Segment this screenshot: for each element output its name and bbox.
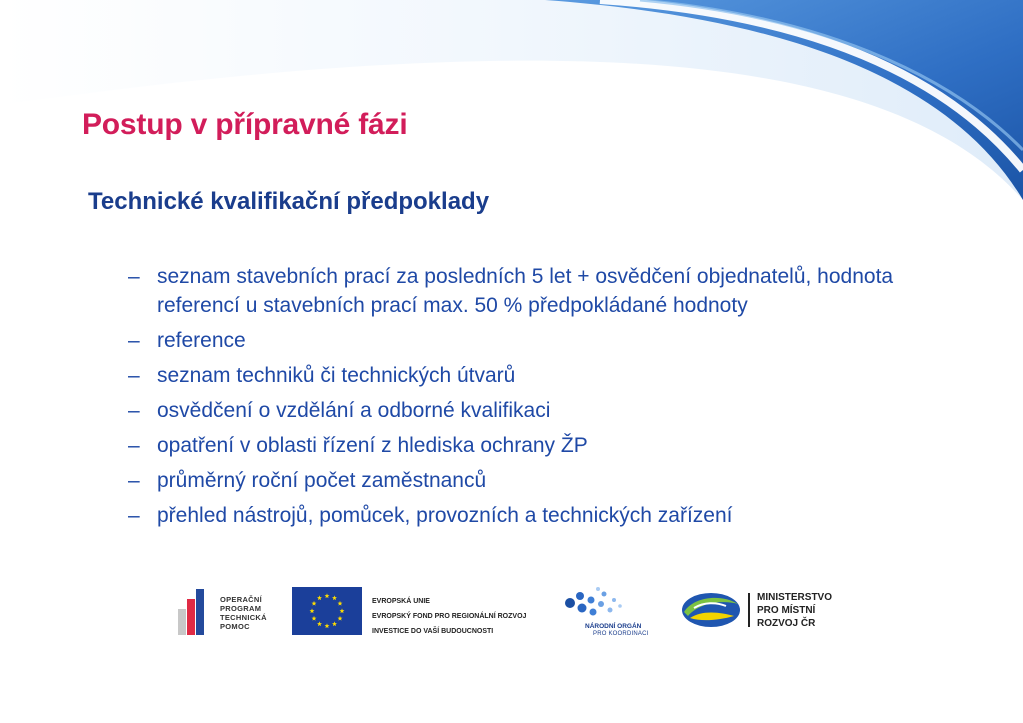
list-item: [128, 326, 898, 355]
list-item: [128, 361, 898, 390]
bullet-text: seznam stavebních prací za posledních 5 let + osvědčení objednatelů, hodnota referencí u stavebních prací max. 50 % předpokládané hodnoty: [157, 265, 894, 317]
bullet-text: seznam techniků či technických útvarů: [157, 364, 516, 387]
mmr-line-1: MINISTERSTVO: [757, 592, 833, 603]
bullet-text: osvědčení o vzdělání a odborné kvalifikaci: [157, 399, 551, 422]
bullet-dash: –: [128, 399, 140, 422]
mmr-separator: [748, 593, 750, 627]
eu-line-3: INVESTICE DO VAŠÍ BUDOUCNOSTI: [372, 628, 494, 635]
logo-strip: [0, 580, 1023, 650]
slide-title: Postup v přípravné fázi: [82, 108, 408, 141]
bullet-text: průměrný roční počet zaměstnanců: [157, 469, 487, 492]
list-item: [128, 501, 898, 530]
op-technicka-pomoc-logo: [178, 587, 278, 637]
mmr-emblem-icon: [680, 590, 742, 630]
narodni-organ-line-2: PRO KOORDINACI: [593, 631, 649, 637]
bullet-text: přehled nástrojů, pomůcek, provozních a technických zařízení: [157, 504, 733, 527]
list-item: [128, 466, 898, 495]
bullet-list: [128, 262, 898, 536]
slide-subtitle: Technické kvalifikační předpoklady: [88, 188, 490, 215]
mmr-line-2: PRO MÍSTNÍ: [757, 605, 816, 616]
bar-chart-icon: [178, 587, 218, 635]
list-item: [128, 262, 898, 320]
list-item: [128, 396, 898, 425]
list-item: [128, 431, 898, 460]
bullet-dash: –: [128, 329, 140, 352]
bullet-text: reference: [157, 329, 246, 352]
eu-flag-icon: [292, 587, 362, 635]
narodni-organ-line-1: NÁRODNÍ ORGÁN: [585, 623, 642, 630]
bullet-dash: –: [128, 504, 140, 527]
op-logo-text: OPERAČNÍ PROGRAM TECHNICKÁ POMOC: [220, 595, 267, 631]
eu-text-block: [372, 594, 552, 639]
bullet-dash: –: [128, 364, 140, 387]
eu-line-1: EVROPSKÁ UNIE: [372, 598, 430, 605]
bullet-text: opatření v oblasti řízení z hlediska ochrany ŽP: [157, 434, 588, 457]
bullet-dash: –: [128, 434, 140, 457]
eu-line-2: EVROPSKÝ FOND PRO REGIONÁLNÍ ROZVOJ: [372, 613, 527, 620]
mmr-line-3: ROZVOJ ČR: [757, 618, 816, 629]
mmr-text-block: [757, 591, 832, 630]
bullet-dash: –: [128, 469, 140, 492]
bullet-dash: –: [128, 265, 140, 288]
